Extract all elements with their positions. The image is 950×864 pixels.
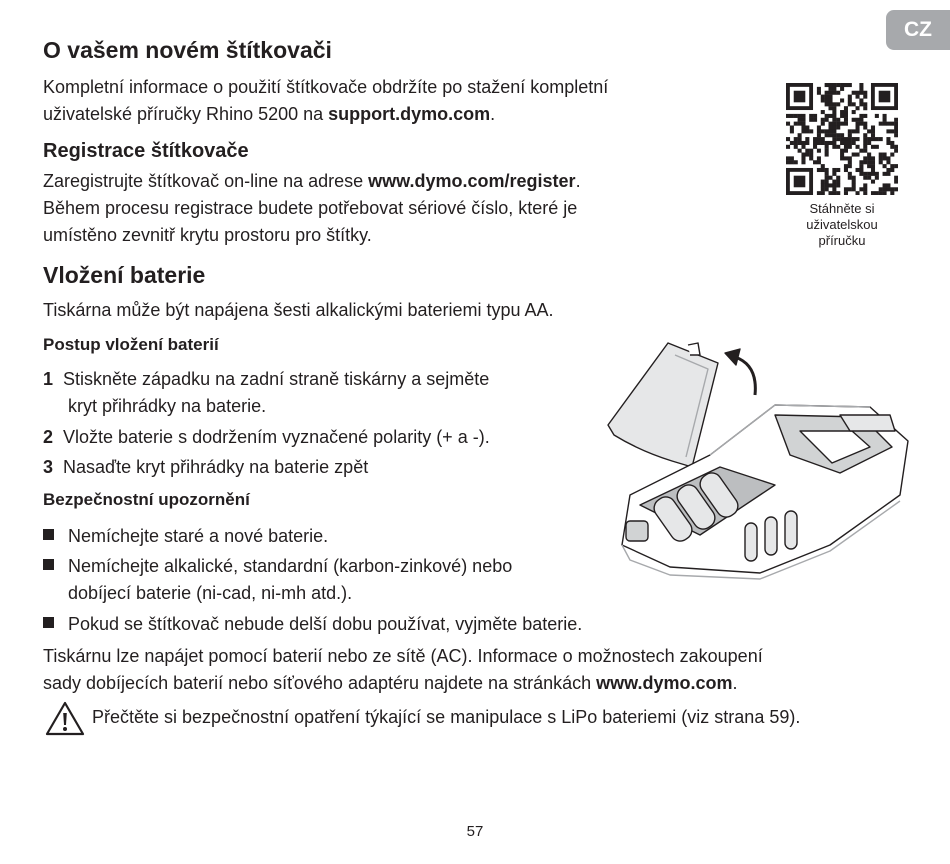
- qr-code-icon: [786, 83, 898, 195]
- step-number: 2: [43, 427, 54, 447]
- dymo-link[interactable]: www.dymo.com: [596, 673, 733, 693]
- lipo-warning: Přečtěte si bezpečnostní opatření týkající se manipulace s LiPo bateriemi (viz strana 59).: [92, 707, 801, 727]
- register-line-1: Zaregistrujte štítkovač on-line na adrese: [43, 171, 369, 191]
- step-item: [43, 366, 489, 420]
- battery-intro: Tiskárna může být napájena šesti alkalickými bateriemi typu AA.: [43, 300, 554, 320]
- bullet-text-cont: dobíjecí baterie (ni-cad, ni-mh atd.).: [68, 583, 353, 603]
- register-line-3: umístěno zevnitř krytu prostoru pro štítky.: [43, 225, 372, 245]
- battery-title: Vložení baterie: [43, 262, 206, 288]
- steps-title: Postup vložení baterií: [43, 335, 219, 354]
- step-text: Nasaďte kryt přihrádky na baterie zpět: [63, 457, 369, 477]
- qr-caption-line: příručku: [818, 233, 866, 248]
- power-line-2: sady dobíjecích baterií nebo síťového adaptéru najdete na stránkách: [43, 673, 597, 693]
- step-number: 1: [43, 369, 54, 389]
- step-text: Stiskněte západku na zadní straně tiskárny a sejměte: [63, 369, 490, 389]
- support-link[interactable]: support.dymo.com: [328, 104, 491, 124]
- bullet-text: Nemíchejte staré a nové baterie.: [68, 526, 329, 546]
- about-title: O vašem novém štítkovači: [43, 37, 332, 63]
- safety-title: Bezpečnostní upozornění: [43, 490, 250, 509]
- power-paragraph: [43, 643, 763, 697]
- page-number: 57: [466, 823, 484, 840]
- step-item: [43, 454, 368, 481]
- step-number: 3: [43, 457, 54, 477]
- register-line-1-end: .: [575, 171, 581, 191]
- safety-bullet: [43, 553, 512, 607]
- power-line-2-end: .: [732, 673, 738, 693]
- step-text-cont: kryt přihrádky na baterie.: [68, 396, 267, 416]
- about-line-end: .: [490, 104, 496, 124]
- step-item: [43, 424, 490, 451]
- qr-caption-line: Stáhněte si: [809, 201, 875, 216]
- label-printer-battery-illustration: [600, 335, 920, 580]
- about-paragraph: [43, 74, 608, 128]
- register-paragraph: [43, 168, 581, 249]
- safety-bullet: [43, 523, 328, 550]
- safety-bullet: [43, 611, 582, 638]
- about-line-1: Kompletní informace o použití štítkovače obdržíte po stažení kompletní: [43, 77, 609, 97]
- power-line-1: Tiskárnu lze napájet pomocí baterií nebo ze sítě (AC). Informace o možnostech zakoupení: [43, 646, 763, 666]
- warning-triangle-icon: [44, 700, 86, 738]
- bullet-icon: [43, 617, 54, 628]
- language-tab: CZ: [886, 10, 950, 50]
- register-link[interactable]: www.dymo.com/register: [368, 171, 576, 191]
- about-line-2: uživatelské příručky Rhino 5200 na: [43, 104, 329, 124]
- bullet-text: Nemíchejte alkalické, standardní (karbon-zinkové) nebo: [68, 556, 513, 576]
- bullet-icon: [43, 529, 54, 540]
- register-line-2: Během procesu registrace budete potřebovat sériové číslo, které je: [43, 198, 578, 218]
- qr-caption-line: uživatelskou: [806, 217, 878, 232]
- register-title: Registrace štítkovače: [43, 140, 249, 162]
- qr-caption: [770, 201, 914, 249]
- bullet-text: Pokud se štítkovač nebude delší dobu používat, vyjměte baterie.: [68, 614, 583, 634]
- bullet-icon: [43, 559, 54, 570]
- step-text: Vložte baterie s dodržením vyznačené polarity (+ a -).: [63, 427, 490, 447]
